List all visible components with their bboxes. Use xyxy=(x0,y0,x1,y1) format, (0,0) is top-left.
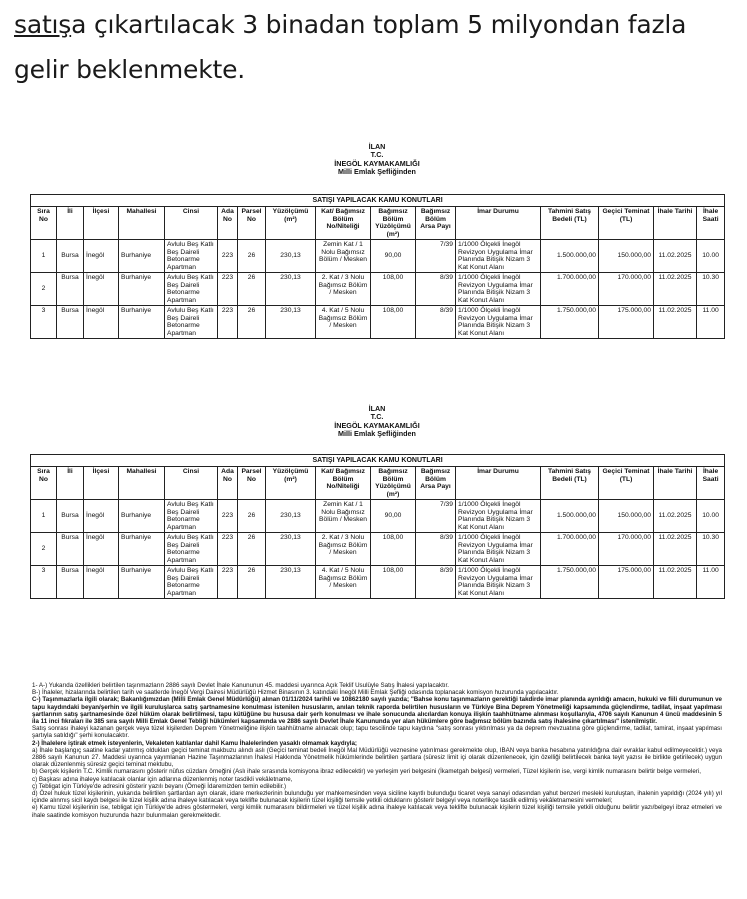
cell-neighborhood: Burhaniye xyxy=(119,306,165,339)
cell-time: 10.00 xyxy=(697,240,725,273)
cell-area: 230,13 xyxy=(266,533,316,566)
cell-area: 230,13 xyxy=(266,273,316,306)
cell-unit: 2. Kat / 3 Nolu Bağımsız Bölüm / Mesken xyxy=(316,533,371,566)
cell-block: 223 xyxy=(218,306,238,339)
condition-paragraph: d) Özel hukuk tüzel kişilerinin, yukarıda belirtilen şartlardan ayrı olarak, idare merkezlerinin bulunduğu yer mahkemesinden veya siciline kayıtlı bulunduğu ticaret veya sanayi odasından yahut benzeri mesleki kuruluştan, ihalenin yapıldığı (2024 yılı) yıl içinde alınmış sicil kaydı belgesi ile tüzel kişilik adına ihaleye katılacak veya teklifte bulunacak kişilerin tüzel kişiliği temsile yetkili olduklarını gösterir belgeyi veya noterlikçe tasdik edilmiş vekâletnamesini vermeleri; xyxy=(32,790,722,805)
column-header: Kat/ Bağımsız Bölüm No/Niteliği xyxy=(316,467,371,500)
cell-date: 11.02.2025 xyxy=(654,500,697,533)
cell-province: Bursa xyxy=(57,240,84,273)
table-row xyxy=(31,306,725,339)
cell-neighborhood: Burhaniye xyxy=(119,566,165,599)
column-header: Mahallesi xyxy=(119,207,165,240)
cell-share: 8/39 xyxy=(416,566,456,599)
table-row xyxy=(31,273,725,306)
table-header-row xyxy=(31,207,725,240)
cell-type: Avlulu Beş Katlı Beş Daireli Betonarme Apartman xyxy=(165,240,218,273)
cell-area: 230,13 xyxy=(266,566,316,599)
headline-underlined: satış xyxy=(14,10,72,39)
cell-unit-area: 108,00 xyxy=(371,566,416,599)
cell-parcel: 26 xyxy=(238,240,266,273)
cell-share: 8/39 xyxy=(416,533,456,566)
cell-type: Avlulu Beş Katlı Beş Daireli Betonarme Apartman xyxy=(165,273,218,306)
condition-paragraph: Satış sonrası ihaleyi kazanan gerçek veya tüzel kişilerden Deprem Yönetmeliğine ilişkin taahhütname alınacak olup; tapu tescilinde tapu kaydına "satış sonrası yıktırılması ya da deprem mevzuatına göre güçlendirme, tadilat, tamirat, inşaat yapılması şartıyla satıldığı" şerhi konulacaktır. xyxy=(32,725,722,740)
column-header: Tahmini Satış Bedeli (TL) xyxy=(541,207,599,240)
cell-price: 1.750.000,00 xyxy=(541,306,599,339)
cell-time: 11.00 xyxy=(697,306,725,339)
cell-deposit: 150.000,00 xyxy=(599,240,654,273)
column-header: İhale Tarihi xyxy=(654,207,697,240)
column-header: İlçesi xyxy=(84,207,119,240)
cell-unit-area: 90,00 xyxy=(371,500,416,533)
cell-unit: Zemin Kat / 1 Nolu Bağımsız Bölüm / Mesken xyxy=(316,500,371,533)
cell-block: 223 xyxy=(218,500,238,533)
cell-zoning: 1/1000 Ölçekli İnegöl Revizyon Uygulama İmar Planında Bitişik Nizam 3 Kat Konut Alanı xyxy=(456,240,541,273)
notice-authority: İNEGÖL KAYMAKAMLIĞI xyxy=(334,158,420,168)
column-header: İmar Durumu xyxy=(456,467,541,500)
headline xyxy=(14,2,739,92)
cell-price: 1.700.000,00 xyxy=(541,273,599,306)
headline-rest: a çıkartılacak 3 binadan toplam 5 milyondan fazla gelir beklenmekte. xyxy=(14,10,687,84)
cell-neighborhood: Burhaniye xyxy=(119,240,165,273)
notice-office: Milli Emlak Şefliğinden xyxy=(338,167,416,177)
cell-type: Avlulu Beş Katlı Beş Daireli Betonarme Apartman xyxy=(165,306,218,339)
cell-no: 3 xyxy=(31,566,57,599)
cell-unit: 4. Kat / 5 Nolu Bağımsız Bölüm / Mesken xyxy=(316,306,371,339)
table-row xyxy=(31,566,725,599)
cell-province: Bursa xyxy=(57,273,84,306)
cell-time: 10.30 xyxy=(697,273,725,306)
cell-no: 1 xyxy=(31,240,57,273)
column-header: Bağımsız Bölüm Yüzölçümü (m²) xyxy=(371,207,416,240)
column-header: Parsel No xyxy=(238,467,266,500)
cell-time: 10.00 xyxy=(697,500,725,533)
cell-block: 223 xyxy=(218,240,238,273)
cell-block: 223 xyxy=(218,273,238,306)
notice-bottom xyxy=(30,405,724,599)
condition-paragraph: 2-) İhalelere iştirak etmek isteyenlerin, Vekaleten katılanlar dahil Kamu İhalelerinden yasaklı olmamak kaydıyla; xyxy=(32,739,357,747)
cell-share: 8/39 xyxy=(416,273,456,306)
cell-zoning: 1/1000 Ölçekli İnegöl Revizyon Uygulama İmar Planında Bitişik Nizam 3 Kat Konut Alanı xyxy=(456,566,541,599)
cell-price: 1.750.000,00 xyxy=(541,566,599,599)
column-header: İhale Tarihi xyxy=(654,467,697,500)
notice-office: Milli Emlak Şefliğinden xyxy=(338,429,416,439)
condition-paragraph: ç) Tebligat için Türkiye'de adresini gösterir yazılı beyanı (Örneği İdaremizden temin edilebilir.) xyxy=(32,782,287,790)
column-header: Yüzölçümü (m²) xyxy=(266,467,316,500)
sales-table xyxy=(30,454,725,600)
column-header: Cinsi xyxy=(165,207,218,240)
notice-tc: T.C. xyxy=(370,412,384,422)
cell-province: Bursa xyxy=(57,500,84,533)
column-header: Bağımsız Bölüm Yüzölçümü (m²) xyxy=(371,467,416,500)
cell-neighborhood: Burhaniye xyxy=(119,500,165,533)
cell-zoning: 1/1000 Ölçekli İnegöl Revizyon Uygulama İmar Planında Bitişik Nizam 3 Kat Konut Alanı xyxy=(456,306,541,339)
condition-paragraph: a) İhale başlangıç saatine kadar yatırmış oldukları geçici teminat makbuzu alındı aslı (Geçici teminat bedeli İnegöl Mal Müdürlüğü veznesine yatırılması gerekmekte olup, IBAN veya banka hesabına yatırıldığına dair evraklar kabul edilmeyecektir.) veya 2886 sayılı Kanunun 27. Maddesi uyarınca yayımlanan Hazine Taşınmazlarının İhalesi Hakkında Yönetmelik hükümlerinde belirtilen şartlara (süresiz limit içi olarak düzenlenecek, için özelliği belirtilecek banka teyit yazısı ile birlikte getirilecek) uygun olarak düzenlenmiş süresiz geçici teminat mektubu, xyxy=(32,746,722,769)
cell-share: 7/39 xyxy=(416,500,456,533)
column-header: İhale Saati xyxy=(697,467,725,500)
table-header-row xyxy=(31,467,725,500)
column-header: Ada No xyxy=(218,207,238,240)
cell-parcel: 26 xyxy=(238,306,266,339)
cell-parcel: 26 xyxy=(238,500,266,533)
column-header: Sıra No xyxy=(31,207,57,240)
cell-price: 1.500.000,00 xyxy=(541,240,599,273)
cell-district: İnegöl xyxy=(84,306,119,339)
cell-price: 1.500.000,00 xyxy=(541,500,599,533)
condition-paragraph: C-) Taşınmazlarla ilgili olarak; Bakanlığımızdan (Milli Emlak Genel Müdürlüğü) alınan 01/11/2024 tarihli ve 10862180 sayılı yazıda; "Bahse konu taşınmazların gerektiği takdirde imar planında ayrıldığı amacın, hukuki ve fiili durumunun ve tapu kaydındaki beyan/şerhin ve ilgili kuruluşlarca satış şartnamesine konulması istenilen hususların, anılan teknik raporda belirtilen hususların ve Türkiye Bina Deprem Yönetmeliği kapsamında güçlendirme, tadilat, inşaat yapılması şartlarının satış şartnamesinde özel hüküm olarak belirtilmesi, tapu kütüğüne bu hususa dair şerh konulması ve ihale sonucunda alıcılardan konuya ilişkin taahhütname alınması koşullarıyla, 4706 sayılı Kanunun 4 üncü maddesinin 5 ila 11 inci fıkraları ile 385 sıra sayılı Milli Emlak Genel Tebliği hükümleri kapsamında ve 2886 sayılı Devlet İhale Kanununda yer alan hükümlere göre bağımsız bölüm bazında satış ihalesine çıkartılması" istenilmiştir. xyxy=(32,696,722,726)
cell-deposit: 170.000,00 xyxy=(599,273,654,306)
notice-top xyxy=(30,143,724,339)
cell-area: 230,13 xyxy=(266,500,316,533)
condition-paragraph: b) Gerçek kişilerin T.C. Kimlik numarasını gösterir nüfus cüzdanı örneğini (Aslı ihale sırasında komisyona ibraz edilecektir) ve yerleşim yeri belgesini (İkametgah belgesi) vermeleri, Tüzel kişilerin ise, vergi kimlik numarasını belirtir belge vermeleri, xyxy=(32,768,701,776)
cell-date: 11.02.2025 xyxy=(654,273,697,306)
cell-unit-area: 108,00 xyxy=(371,533,416,566)
column-header: Ada No xyxy=(218,467,238,500)
cell-neighborhood: Burhaniye xyxy=(119,533,165,566)
cell-deposit: 150.000,00 xyxy=(599,500,654,533)
column-header: Geçici Teminat (TL) xyxy=(599,207,654,240)
cell-unit: 2. Kat / 3 Nolu Bağımsız Bölüm / Mesken xyxy=(316,273,371,306)
cell-date: 11.02.2025 xyxy=(654,240,697,273)
column-header: Parsel No xyxy=(238,207,266,240)
column-header: İhale Saati xyxy=(697,207,725,240)
cell-district: İnegöl xyxy=(84,273,119,306)
cell-no: 1 xyxy=(31,500,57,533)
notice-tc: T.C. xyxy=(370,150,384,160)
condition-paragraph: B-) İhaleler, hizalarında belirtilen tarih ve saatlerde İnegöl Vergi Dairesi Müdürlüğü Hizmet Binasının 3. katındaki İnegöl Milli Emlak Şefliği odasında toplanacak komisyon huzurunda yapılacaktır. xyxy=(32,689,559,697)
cell-district: İnegöl xyxy=(84,240,119,273)
column-header: İli xyxy=(57,467,84,500)
cell-date: 11.02.2025 xyxy=(654,306,697,339)
notice-ilan: İLAN xyxy=(368,404,386,413)
cell-unit-area: 108,00 xyxy=(371,273,416,306)
cell-time: 10.30 xyxy=(697,533,725,566)
cell-area: 230,13 xyxy=(266,240,316,273)
notice-conditions xyxy=(32,682,722,819)
cell-province: Bursa xyxy=(57,306,84,339)
column-header: İlçesi xyxy=(84,467,119,500)
cell-no: 2 xyxy=(31,533,57,566)
condition-paragraph: e) Kamu tüzel kişilerinin ise, tebligat için Türkiye'de adres göstermeleri, vergi kimlik numarasını bildirmeleri ve tüzel kişilik adına ihaleye katılacak veya teklifte bulunacak kişilerin tüzel kişiliği temsile yetkili olduğunu belirtir yazı/belgeyi ibraz etmeleri ve ihale saatinde komisyon huzurunda hazır bulunmaları gerekmektedir. xyxy=(32,804,722,819)
notice-header xyxy=(30,143,724,177)
cell-parcel: 26 xyxy=(238,566,266,599)
cell-district: İnegöl xyxy=(84,533,119,566)
cell-date: 11.02.2025 xyxy=(654,533,697,566)
cell-unit: Zemin Kat / 1 Nolu Bağımsız Bölüm / Mesken xyxy=(316,240,371,273)
cell-area: 230,13 xyxy=(266,306,316,339)
column-header: Mahallesi xyxy=(119,467,165,500)
column-header: Yüzölçümü (m²) xyxy=(266,207,316,240)
condition-paragraph: 1- A-) Yukarıda özellikleri belirtilen taşınmazların 2886 sayılı Devlet İhale Kanununun 45. maddesi uyarınca Açık Teklif Usulüyle Satış İhalesi yapılacaktır. xyxy=(32,682,449,689)
condition-paragraph: c) Başkası adına ihaleye katılacak olanlar için adlarına düzenlenmiş noter tasdikli vekâletname, xyxy=(32,775,293,783)
cell-block: 223 xyxy=(218,566,238,599)
cell-parcel: 26 xyxy=(238,273,266,306)
cell-province: Bursa xyxy=(57,566,84,599)
table-row xyxy=(31,533,725,566)
notice-authority: İNEGÖL KAYMAKAMLIĞI xyxy=(334,420,420,430)
cell-type: Avlulu Beş Katlı Beş Daireli Betonarme Apartman xyxy=(165,533,218,566)
cell-zoning: 1/1000 Ölçekli İnegöl Revizyon Uygulama İmar Planında Bitişik Nizam 3 Kat Konut Alanı xyxy=(456,273,541,306)
cell-parcel: 26 xyxy=(238,533,266,566)
table-row xyxy=(31,500,725,533)
cell-district: İnegöl xyxy=(84,566,119,599)
cell-price: 1.700.000,00 xyxy=(541,533,599,566)
cell-deposit: 175.000,00 xyxy=(599,306,654,339)
cell-no: 3 xyxy=(31,306,57,339)
column-header: Cinsi xyxy=(165,467,218,500)
cell-zoning: 1/1000 Ölçekli İnegöl Revizyon Uygulama İmar Planında Bitişik Nizam 3 Kat Konut Alanı xyxy=(456,533,541,566)
cell-district: İnegöl xyxy=(84,500,119,533)
column-header: Sıra No xyxy=(31,467,57,500)
cell-share: 7/39 xyxy=(416,240,456,273)
table-row xyxy=(31,240,725,273)
cell-unit-area: 90,00 xyxy=(371,240,416,273)
cell-no: 2 xyxy=(31,273,57,306)
cell-type: Avlulu Beş Katlı Beş Daireli Betonarme Apartman xyxy=(165,500,218,533)
table-title: SATIŞI YAPILACAK KAMU KONUTLARI xyxy=(31,454,725,467)
cell-zoning: 1/1000 Ölçekli İnegöl Revizyon Uygulama İmar Planında Bitişik Nizam 3 Kat Konut Alanı xyxy=(456,500,541,533)
notice-header xyxy=(30,405,724,439)
column-header: Bağımsız Bölüm Arsa Payı xyxy=(416,467,456,500)
column-header: Bağımsız Bölüm Arsa Payı xyxy=(416,207,456,240)
cell-date: 11.02.2025 xyxy=(654,566,697,599)
cell-unit: 4. Kat / 5 Nolu Bağımsız Bölüm / Mesken xyxy=(316,566,371,599)
cell-share: 8/39 xyxy=(416,306,456,339)
cell-neighborhood: Burhaniye xyxy=(119,273,165,306)
cell-province: Bursa xyxy=(57,533,84,566)
column-header: Tahmini Satış Bedeli (TL) xyxy=(541,467,599,500)
column-header: İmar Durumu xyxy=(456,207,541,240)
sales-table xyxy=(30,194,725,340)
notice-ilan: İLAN xyxy=(368,142,386,151)
cell-time: 11.00 xyxy=(697,566,725,599)
column-header: Geçici Teminat (TL) xyxy=(599,467,654,500)
cell-type: Avlulu Beş Katlı Beş Daireli Betonarme Apartman xyxy=(165,566,218,599)
column-header: İli xyxy=(57,207,84,240)
column-header: Kat/ Bağımsız Bölüm No/Niteliği xyxy=(316,207,371,240)
cell-deposit: 170.000,00 xyxy=(599,533,654,566)
cell-block: 223 xyxy=(218,533,238,566)
table-title: SATIŞI YAPILACAK KAMU KONUTLARI xyxy=(31,194,725,207)
cell-deposit: 175.000,00 xyxy=(599,566,654,599)
cell-unit-area: 108,00 xyxy=(371,306,416,339)
